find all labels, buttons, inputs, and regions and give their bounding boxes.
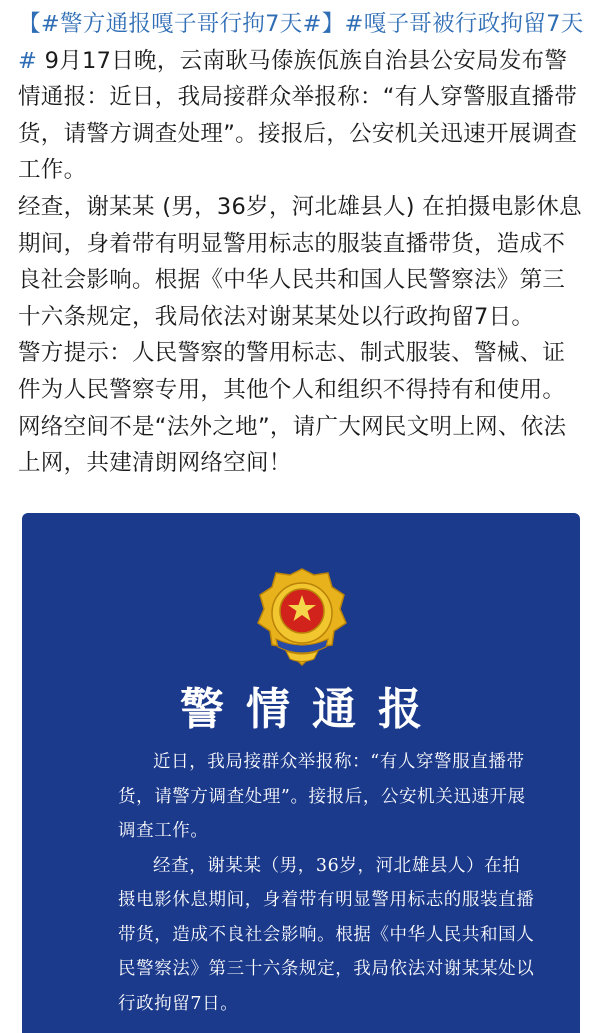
post-paragraph-1: 【#警方通报嘎子哥行拘7天#】#嘎子哥被行政拘留7天# 9月17日晚，云南耿马傣族佤族自治县公安局发布警情通报：近日，我局接群众举报称：“有人穿警服直播带货，请警方调查处理”。接报后，公安机关迅速开展调查工作。: [18, 11, 584, 184]
post-text: [18, 6, 584, 482]
notice-body-paragraph-1: 近日，我局接群众举报称：“有人穿警服直播带货，请警方调查处理”。接报后，公安机关迅速开展调查工作。: [118, 752, 526, 841]
notice-title: 警情通报: [180, 684, 444, 735]
notice-body: [118, 745, 538, 1021]
hashtag-topic-1[interactable]: #警方通报嘎子哥行拘7天#: [40, 11, 322, 37]
hashtag-topic-2[interactable]: #嘎子哥被行政拘留7天#: [18, 11, 584, 74]
police-badge-icon: [256, 565, 348, 669]
post-paragraph-1-text: 9月17日晚，云南耿马傣族佤族自治县公安局发布警情通报：近日，我局接群众举报称：“有人穿警服直播带货，请警方调查处理”。接报后，公安机关迅速开展调查工作。: [18, 47, 578, 184]
post-paragraph-2: 经查，谢某某 (男，36岁，河北雄县人) 在拍摄电影休息期间，身着带有明显警用标志的服装直播带货，造成不良社会影响。根据《中华人民共和国人民警察法》第三十六条规定，我局依法对谢某某处以行政拘留7日。: [18, 193, 582, 330]
police-notice-image[interactable]: [22, 513, 580, 1033]
post-paragraph-3: 警方提示：人民警察的警用标志、制式服装、警械、证件为人民警察专用，其他个人和组织不得持有和使用。网络空间不是“法外之地”，请广大网民文明上网、依法上网，共建清朗网络空间！: [18, 340, 567, 477]
notice-body-paragraph-2: 经查，谢某某（男，36岁，河北雄县人）在拍摄电影休息期间，身着带有明显警用标志的服装直播带货，造成不良社会影响。根据《中华人民共和国人民警察法》第三十六条规定，我局依法对谢某某处以行政拘留7日。: [118, 855, 535, 1014]
